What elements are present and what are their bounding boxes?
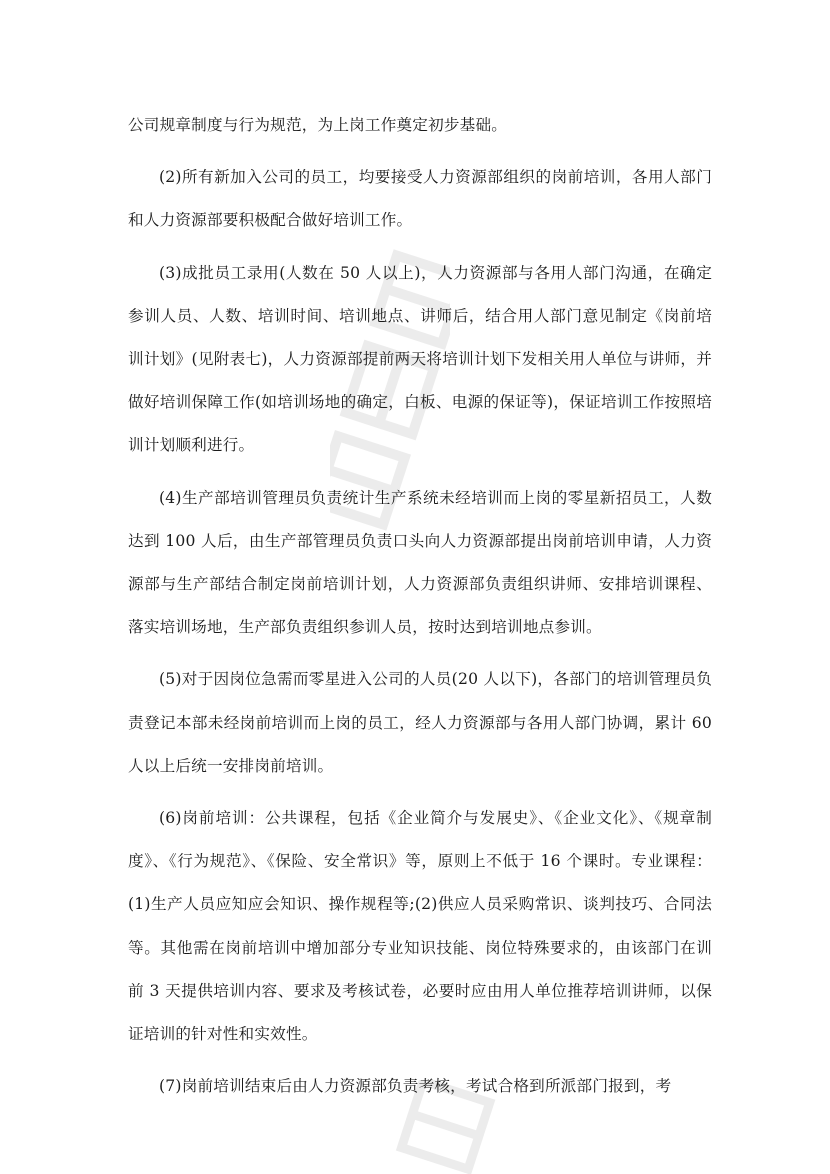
- paragraph-2: (2)所有新加入公司的员工，均要接受人力资源部组织的岗前培训，各用人部门和人力资源部要积极配合做好培训工作。: [128, 168, 712, 230]
- paragraph-3: (3)成批员工录用(人数在 50 人以上)，人力资源部与各用人部门沟通，在确定参训人员、人数、培训时间、培训地点、讲师后，结合用人部门意见制定《岗前培训计划》(见附表七)，人力资源部提前两天将培训计划下发相关用人单位与讲师，并做好培训保障工作(如培训场地的确定，白板、电源的保证等)，保证培训工作按照培训计划顺利进行。: [128, 263, 712, 455]
- paragraph-4: (4)生产部培训管理员负责统计生产系统未经培训而上岗的零星新招员工，人数达到 100 人后，由生产部管理员负责口头向人力资源部提出岗前培训申请，人力资源部与生产部结合制定岗前培训计划，人力资源部负责组织讲师、安排培训课程、落实培训场地，生产部负责组织参训人员，按时达到培训地点参训。: [128, 488, 712, 637]
- paragraph-1: 公司规章制度与行为规范，为上岗工作奠定初步基础。: [128, 116, 508, 134]
- paragraph-6: (6)岗前培训：公共课程，包括《企业简介与发展史》、《企业文化》、《规章制度》、《行为规范》、《保险、安全常识》等，原则上不低于 16 个课时。专业课程：(1)生产人员应知应会知识、操作规程等;(2)供应人员采购常识、谈判技巧、合同法等。其他需在岗前培训中增加部分专业知识技能、岗位特殊要求的，由该部门在训前 3 天提供培训内容、要求及考核试卷，必要时应由用人单位推荐培训讲师，以保证培训的针对性和实效性。: [128, 809, 712, 1044]
- document-body: [128, 104, 712, 1108]
- paragraph-5: (5)对于因岗位急需而零星进入公司的人员(20 人以下)，各部门的培训管理员负责登记本部未经岗前培训而上岗的员工，经人力资源部与各用人部门协调，累计 60 人以上后统一安排岗前培训。: [128, 670, 712, 775]
- paragraph-7: (7)岗前培训结束后由人力资源部负责考核，考试合格到所派部门报到，考: [159, 1077, 672, 1096]
